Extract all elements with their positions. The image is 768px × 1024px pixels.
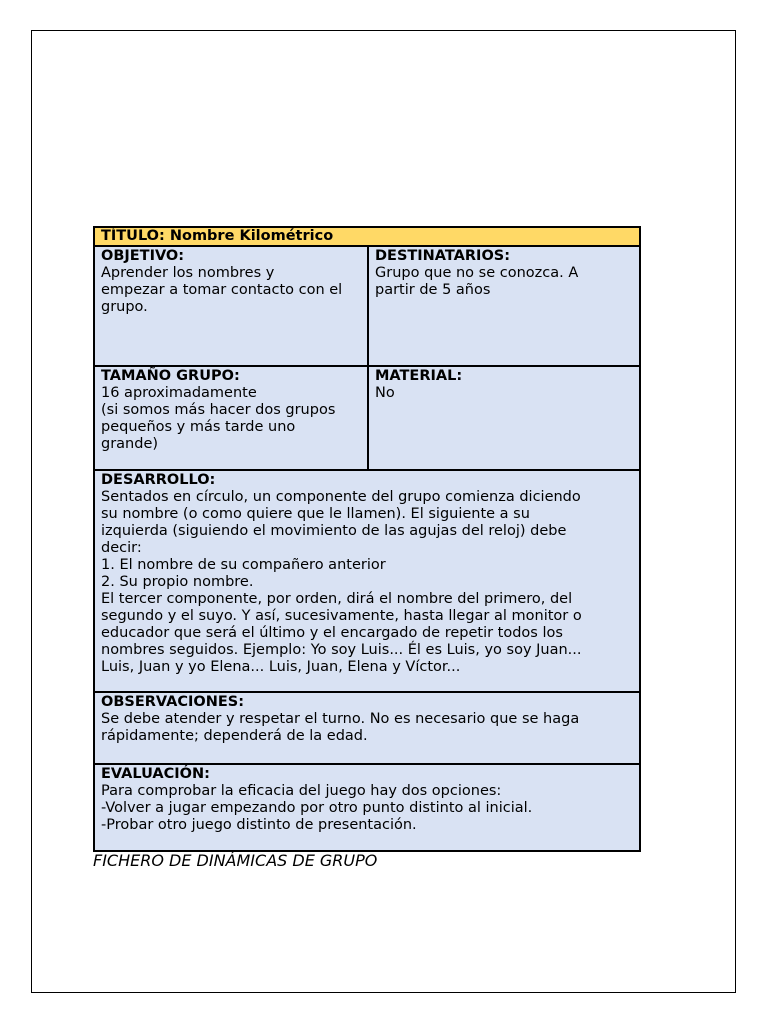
tamano-grupo-label: TAMAÑO GRUPO: xyxy=(101,368,240,384)
observaciones-row xyxy=(95,691,639,763)
desarrollo-cell xyxy=(95,471,639,691)
objetivo-label: OBJETIVO: xyxy=(101,248,185,264)
activity-title: TÍTULO: Nombre Kilométrico xyxy=(101,228,334,244)
tamano-grupo-cell xyxy=(95,367,367,469)
tamano-grupo-text: 16 aproximadamente (si somos más hacer dos grupos pequeños y más tarde uno grande) xyxy=(101,385,336,452)
destinatarios-text: Grupo que no se conozca. A partir de 5 años xyxy=(375,265,579,298)
desarrollo-row xyxy=(95,469,639,691)
material-text: No xyxy=(375,385,395,401)
observaciones-cell xyxy=(95,693,639,763)
evaluacion-cell xyxy=(95,765,639,850)
objetivo-text: Aprender los nombres y empezar a tomar contacto con el grupo. xyxy=(101,265,343,315)
material-cell xyxy=(367,367,639,469)
title-cell xyxy=(95,228,639,245)
activity-sheet xyxy=(93,226,641,852)
objetivo-destinatarios-row xyxy=(95,245,639,365)
title-row xyxy=(95,228,639,245)
evaluacion-row xyxy=(95,763,639,850)
observaciones-text: Se debe atender y respetar el turno. No es necesario que se haga rápidamente; dependerá de la edad. xyxy=(101,711,580,744)
observaciones-label: OBSERVACIONES: xyxy=(101,694,244,710)
desarrollo-label: DESARROLLO: xyxy=(101,472,216,488)
destinatarios-cell xyxy=(367,247,639,365)
desarrollo-text: Sentados en círculo, un componente del grupo comienza diciendo su nombre (o como quiere que le llamen). El siguiente a su izquierda (siguiendo el movimiento de las agujas del reloj) debe decir: 1. El nombre de su compañero anterior 2. Su propio nombre. El tercer componente, por orden, dirá el nombre del primero, del segundo y el suyo. Y así, sucesivamente, hasta llegar al monitor o educador que será el último y el encargado de repetir todos los nombres seguidos. Ejemplo: Yo soy Luis... Él es Luis, yo soy Juan... Luis, Juan y yo Elena... Luis, Juan, Elena y Víctor... xyxy=(101,489,582,675)
destinatarios-label: DESTINATARIOS: xyxy=(375,248,511,264)
tamano-material-row xyxy=(95,365,639,469)
material-label: MATERIAL: xyxy=(375,368,463,384)
evaluacion-label: EVALUACIÓN: xyxy=(101,766,210,782)
objetivo-cell xyxy=(95,247,367,365)
evaluacion-text: Para comprobar la eficacia del juego hay dos opciones: -Volver a jugar empezando por otro punto distinto al inicial. -Probar otro juego distinto de presentación. xyxy=(101,783,533,833)
footer-caption: FICHERO DE DINÁMICAS DE GRUPO xyxy=(93,851,378,870)
